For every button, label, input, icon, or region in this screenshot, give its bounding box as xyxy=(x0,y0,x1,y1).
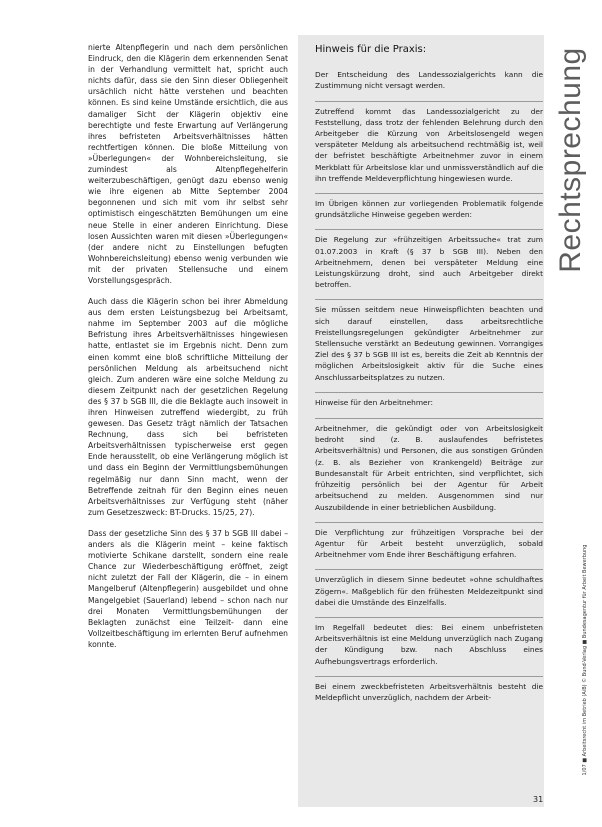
divider xyxy=(315,392,543,393)
divider xyxy=(315,229,543,230)
divider xyxy=(315,569,543,570)
note-paragraph-10: Bei einem zweckbefristeten Arbeitsverhältnis besteht die Meldepflicht unverzüglich, nachdem der Arbeit- xyxy=(315,681,543,702)
note-paragraph-1: Der Entscheidung des Landessozialgerichts kann die Zustimmung nicht versagt werden. xyxy=(315,70,543,91)
note-paragraph-9: Im Regelfall bedeutet dies: Bei einem unbefristeten Arbeitsverhältnis ist eine Meldung unverzüglich nach Zugang der Kündigung bzw. nach Abschluss eines Aufhebungsvertrags erforderlich. xyxy=(315,622,543,666)
note-paragraph-8: Unverzüglich in diesem Sinne bedeutet »ohne schuldhaftes Zögern«. Maßgeblich für den frühesten Meldezeitpunkt sind dabei die Umstände des Einzelfalls. xyxy=(315,575,543,607)
page-number: 31 xyxy=(533,795,544,804)
section-title-vertical xyxy=(548,35,594,285)
note-paragraph-2: Zutreffend kommt das Landessozialgericht zu der Feststellung, dass trotz der fehlenden Belehrung durch den Arbeitgeber die Kürzung von Arbeitslosengeld wegen verspäteter Meldung als arbeitsuchend rechtmäßig ist, weil der befristet beschäftigte Arbeitnehmer zuvor in einem Merkblatt für Arbeitslose klar und unmissverständlich auf die ihn treffende Meldeverpflichtung hingewiesen wurde. xyxy=(315,106,543,183)
source-line-vertical xyxy=(578,540,592,780)
note-paragraph-6: Arbeitnehmer, die gekündigt oder von Arbeitslosigkeit bedroht sind (z. B. auslaufendes befristetes Arbeitsverhältnis) und Personen, die aus sonstigen Gründen (z. B. als Bezieher von Krankengeld) Beiträge zur Bundesanstalt für Arbeit entrichten, sind verpflichtet, sich frühzeitig persönlich bei der Agentur für Arbeit arbeitsuchend zu melden. Ausgenommen sind nur Auszubildende in einer betrieblichen Ausbildung. xyxy=(315,424,543,512)
divider xyxy=(315,193,543,194)
main-text-column xyxy=(88,42,288,660)
practice-note-heading: Hinweis für die Praxis: xyxy=(315,44,427,55)
divider xyxy=(315,676,543,677)
divider xyxy=(315,299,543,300)
body-paragraph-2: Auch dass die Klägerin schon bei ihrer Abmeldung aus dem ersten Leistungsbezug bei Arbeitsamt, nahme im September 2003 auf die mögliche Befristung ihres Arbeitsverhältnisses hingewiesen hatte, entlastet sie im Ergebnis nicht. Denn zum einen kommt eine bloß schriftliche Mitteilung der persönlichen Meldung als arbeitsuchend nicht gleich. Zum anderen wäre eine solche Meldung zu diesem Zeitpunkt nach der gesetzlichen Regelung des § 37 b SGB III, die die Beklagte auch insoweit in ihren Hinweisen zutreffend wiedergibt, zu früh gewesen. Das Gesetz trägt nämlich der Tatsachen Rechnung, dass sich bei befristeten Arbeitsverhältnissen typischerweise erst gegen Ende herausstellt, ob eine Verlängerung möglich ist und dass ein Beginn der Vermittlungsbemühungen regelmäßig nur dann Sinn macht, wenn der Betreffende zeitnah für den Beginn eines neuen Arbeitsverhältnisses zur Verfügung steht (näher zum Gesetzeszweck: BT-Drucks. 15/25, 27). xyxy=(88,297,288,517)
divider xyxy=(315,617,543,618)
note-paragraph-3: Im Übrigen können zur vorliegenden Problematik folgende grundsätzliche Hinweise gegeben werden: xyxy=(315,199,543,220)
note-subheading-employee: Hinweise für den Arbeitnehmer: xyxy=(315,397,433,407)
practice-note-column xyxy=(315,44,543,712)
note-paragraph-5: Sie müssen seitdem neue Hinweispflichten beachten und sich darauf einstellen, dass arbeitsrechtliche Freistellungsregelungen gekündigter Arbeitnehmer zur Stellensuche verstärkt an Bedeutung gewinnen. Vorrangiges Ziel des § 37 b SGB III ist es, bereits die Zeit ab Kenntnis der möglichen Arbeitslosigkeit aktiv für die Suche eines Anschlussarbeitsplatzes zu nutzen. xyxy=(315,305,543,382)
body-paragraph-1: nierte Altenpflegerin und nach dem persönlichen Eindruck, den die Klägerin dem erkennenden Senat in der Verhandlung vermittelt hat, spricht auch nichts dafür, dass sie den Sinn dieser Obliegenheit ursächlich nicht hätte verstehen und beachten können. Es sind keine Umstände ersichtlich, die aus damaliger Sicht der Klägerin objektiv eine berechtigte und feste Erwartung auf Verlängerung ihres befristeten Arbeitsverhältnisses hätten rechtfertigen können. Die bloße Mitteilung von »Überlegungen« der Wohnbereichsleitung, sie zumindest als Altenpflegehelferin weiterzubeschäftigen, genügt dazu ebenso wenig wie ihre eigenen ab Mitte September 2004 begonnenen und sich mit vom ihr selbst sehr optimistisch eingeschätzten Bemühungen um eine neue Stelle in einer anderen Einrichtung. Diese losen Aussichten waren mit diesen »Überlegungen« (der andere nicht zu Einstellungen befugten Wohnbereichsleitung) ebenso wenig verbunden wie mit der privaten Stellensuche und einem Vorstellungsgespräch. xyxy=(88,43,288,285)
note-paragraph-7: Die Verpflichtung zur frühzeitigen Vorsprache bei der Agentur für Arbeit besteht unverzüglich, sobald Arbeitnehmer vom Ende ihrer Beschäftigung erfahren. xyxy=(315,527,543,560)
note-paragraph-4: Die Regelung zur »frühzeitigen Arbeitssuche« trat zum 01.07.2003 in Kraft (§ 37 b SGB III). Neben den Arbeitnehmern, denen bei verspäteter Meldung eine Leistungskürzung droht, sind auch Arbeitgeber direkt betroffen. xyxy=(315,235,543,290)
source-line-text: 1/07 ■ Arbeitsrecht im Betrieb (AiB) © Bund-Verlag ■ Bundesagentur für Arbeit Bewerbung xyxy=(582,544,588,776)
divider xyxy=(315,418,543,419)
divider xyxy=(315,101,543,102)
divider xyxy=(315,522,543,523)
body-paragraph-3: Dass der gesetzliche Sinn des § 37 b SGB III dabei – anders als die Klägerin meint – keine faktisch motivierte Schikane darstellt, sondern eine reale Chance zur Wiederbeschäftigung eröffnet, zeigt nicht zuletzt der Fall der Klägerin, die – in einem Mangelberuf (Altenpflegerin) ausgebildet und ohne Mangelgebiet (Sauerland) lebend – schon nach nur drei Monaten Vermittlungsbemühungen der Beklagten zunächst eine Teilzeit- dann eine Vollzeitbeschäftigung im erlernten Beruf aufnehmen konnte. xyxy=(88,528,288,649)
section-title-text: Rechtsprechung xyxy=(554,47,587,273)
